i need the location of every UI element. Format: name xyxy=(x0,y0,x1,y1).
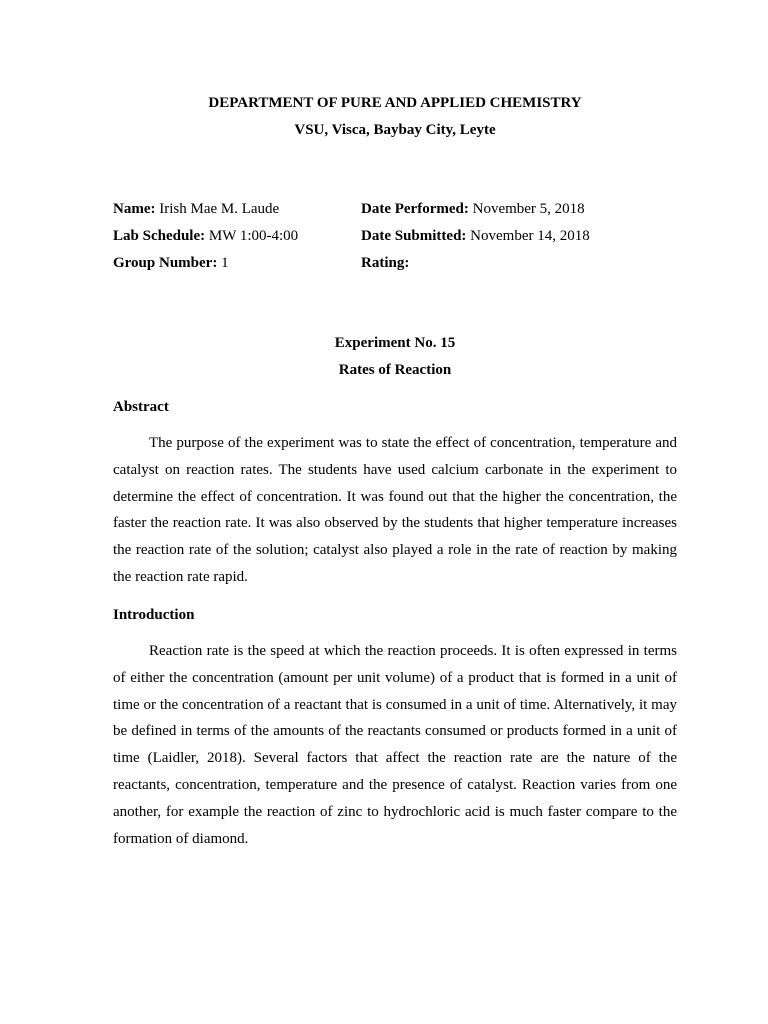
group-number-value: 1 xyxy=(217,255,229,271)
abstract-paragraph: The purpose of the experiment was to state the effect of concentration, temperature and catalyst on reaction rates. The students have used calcium carbonate in the experiment to determine the effect of concentration. It was found out that the higher the concentration, the faster the reaction rate. It was also observed by the students that higher temperature increases the reaction rate of the solution; catalyst also played a role in the rate of reaction by making the reaction rate rapid. xyxy=(113,435,677,585)
date-submitted-field xyxy=(361,226,590,246)
group-number-field xyxy=(113,253,229,273)
lab-schedule-label: Lab Schedule: xyxy=(113,228,206,244)
introduction-heading: Introduction xyxy=(113,607,195,623)
department-heading: DEPARTMENT OF PURE AND APPLIED CHEMISTRY xyxy=(208,95,582,111)
experiment-number: Experiment No. 15 xyxy=(334,335,456,351)
date-performed-field xyxy=(361,199,585,219)
group-number-label: Group Number: xyxy=(113,255,218,271)
name-value: Irish Mae M. Laude xyxy=(155,201,280,217)
lab-schedule-field xyxy=(113,226,298,246)
rating-label: Rating: xyxy=(361,255,410,271)
lab-schedule-value: MW 1:00-4:00 xyxy=(205,228,299,244)
name-field xyxy=(113,199,279,219)
school-address: VSU, Visca, Baybay City, Leyte xyxy=(294,122,496,138)
date-submitted-value: November 14, 2018 xyxy=(466,228,590,244)
rating-field xyxy=(361,253,409,273)
name-label: Name: xyxy=(113,201,156,217)
date-submitted-label: Date Submitted: xyxy=(361,228,467,244)
date-performed-value: November 5, 2018 xyxy=(468,201,585,217)
experiment-title: Rates of Reaction xyxy=(338,362,452,378)
abstract-heading: Abstract xyxy=(113,399,169,415)
introduction-paragraph: Reaction rate is the speed at which the reaction proceeds. It is often expressed in terms of either the concentration (amount per unit volume) of a product that is formed in a unit of time or the concentration of a reactant that is consumed in a unit of time. Alternatively, it may be defined in terms of the amounts of the reactants consumed or products formed in a unit of time (Laidler, 2018). Several factors that affect the reaction rate are the nature of the reactants, concentration, temperature and the presence of catalyst. Reaction varies from one another, for example the reaction of zinc to hydrochloric acid is much faster compare to the formation of diamond. xyxy=(113,643,677,847)
date-performed-label: Date Performed: xyxy=(361,201,469,217)
